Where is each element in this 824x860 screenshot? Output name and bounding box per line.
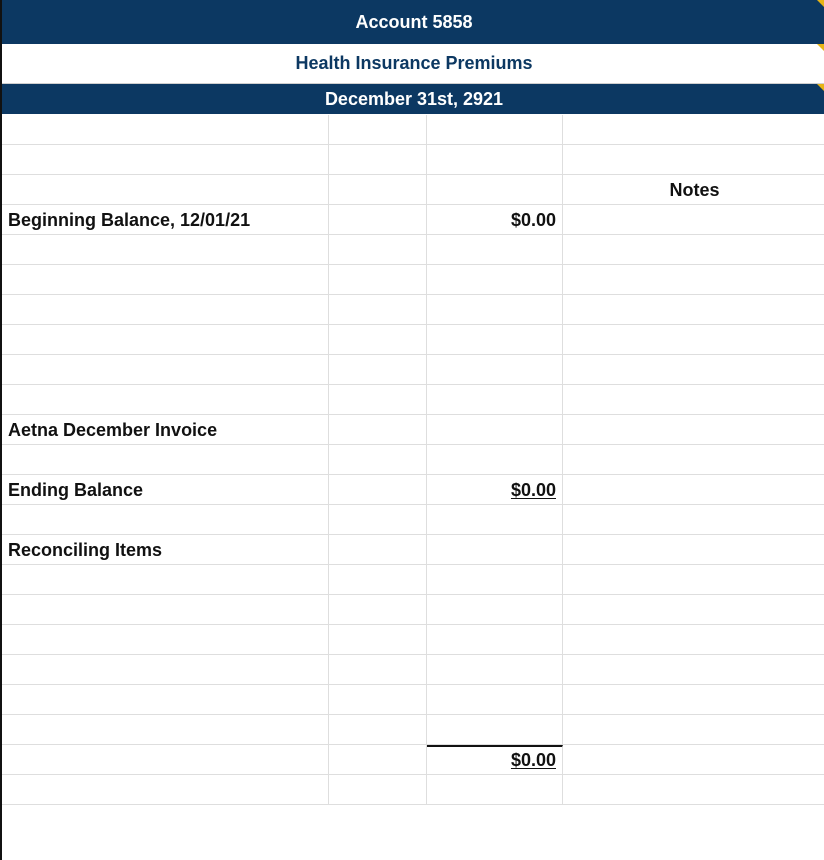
cell[interactable] xyxy=(329,715,427,744)
sheet-row xyxy=(2,175,824,205)
cell[interactable] xyxy=(329,685,427,714)
cell[interactable] xyxy=(427,445,563,474)
cell[interactable] xyxy=(2,625,329,654)
cell[interactable] xyxy=(2,415,329,444)
cell[interactable] xyxy=(2,715,329,744)
cell[interactable] xyxy=(427,655,563,684)
cell[interactable] xyxy=(427,385,563,414)
sheet-row xyxy=(2,145,824,175)
cell[interactable] xyxy=(427,325,563,354)
cell[interactable] xyxy=(427,595,563,624)
cell[interactable] xyxy=(2,355,329,384)
notes-header-cell[interactable] xyxy=(563,175,824,204)
cell[interactable] xyxy=(427,265,563,294)
cell[interactable] xyxy=(427,685,563,714)
cell[interactable] xyxy=(329,595,427,624)
account-number: Account 5858 xyxy=(355,11,473,32)
cell[interactable] xyxy=(329,625,427,654)
cell[interactable] xyxy=(563,445,824,474)
cell[interactable] xyxy=(329,535,427,564)
cell[interactable] xyxy=(427,505,563,534)
aetna-invoice-label: Aetna December Invoice xyxy=(8,420,218,440)
cell[interactable] xyxy=(563,325,824,354)
cell[interactable] xyxy=(329,475,427,504)
sheet-row xyxy=(2,655,824,685)
cell[interactable] xyxy=(2,325,329,354)
cell[interactable] xyxy=(329,145,427,174)
cell[interactable] xyxy=(563,145,824,174)
sheet-row xyxy=(2,625,824,655)
cell[interactable] xyxy=(2,775,329,804)
sheet-row-aetna-invoice xyxy=(2,415,824,445)
sheet-row-ending-balance xyxy=(2,475,824,505)
ending-balance-label: Ending Balance xyxy=(8,480,144,500)
cell[interactable] xyxy=(2,175,329,204)
cell[interactable] xyxy=(2,565,329,594)
cell[interactable] xyxy=(427,355,563,384)
cell[interactable] xyxy=(427,145,563,174)
cell[interactable] xyxy=(427,235,563,264)
date-header[interactable] xyxy=(2,84,824,114)
sheet-row-total xyxy=(2,745,824,775)
cell[interactable] xyxy=(563,115,824,144)
cell[interactable] xyxy=(2,535,329,564)
cell[interactable] xyxy=(563,265,824,294)
sheet-row xyxy=(2,505,824,535)
cell[interactable] xyxy=(427,535,563,564)
cell[interactable] xyxy=(2,235,329,264)
cell[interactable] xyxy=(329,295,427,324)
cell[interactable] xyxy=(2,295,329,324)
cell[interactable] xyxy=(563,385,824,414)
sheet-row xyxy=(2,715,824,745)
sheet-row xyxy=(2,235,824,265)
cell[interactable] xyxy=(427,775,563,804)
reconciling-items-label: Reconciling Items xyxy=(8,540,163,560)
cell[interactable] xyxy=(329,115,427,144)
cell[interactable] xyxy=(427,295,563,324)
cell[interactable] xyxy=(427,175,563,204)
cell[interactable] xyxy=(563,595,824,624)
cell[interactable] xyxy=(427,625,563,654)
cell[interactable] xyxy=(2,205,329,234)
cell[interactable] xyxy=(563,235,824,264)
sheet-row xyxy=(2,775,824,805)
cell[interactable] xyxy=(427,565,563,594)
cell[interactable] xyxy=(427,115,563,144)
cell[interactable] xyxy=(329,205,427,234)
cell[interactable] xyxy=(329,775,427,804)
title-header[interactable] xyxy=(2,44,824,84)
sheet-row xyxy=(2,595,824,625)
cell[interactable] xyxy=(329,325,427,354)
cell[interactable] xyxy=(563,415,824,444)
cell[interactable] xyxy=(2,145,329,174)
sheet-row xyxy=(2,565,824,595)
sheet-row xyxy=(2,445,824,475)
cell[interactable] xyxy=(427,715,563,744)
reconciled-total-amount: $0.00 xyxy=(510,750,556,770)
cell[interactable] xyxy=(329,355,427,384)
cell[interactable] xyxy=(329,385,427,414)
sheet-row xyxy=(2,385,824,415)
sheet-row xyxy=(2,265,824,295)
cell[interactable] xyxy=(563,205,824,234)
cell[interactable] xyxy=(2,265,329,294)
cell[interactable] xyxy=(563,715,824,744)
cell[interactable] xyxy=(563,505,824,534)
cell-grid xyxy=(2,115,824,805)
cell[interactable] xyxy=(2,745,329,774)
cell[interactable] xyxy=(2,655,329,684)
comment-marker-icon[interactable] xyxy=(817,0,824,7)
cell[interactable] xyxy=(329,445,427,474)
notes-column-label: Notes xyxy=(669,180,720,200)
cell[interactable] xyxy=(563,775,824,804)
sheet-row-beginning-balance xyxy=(2,205,824,235)
cell[interactable] xyxy=(427,745,563,774)
cell[interactable] xyxy=(2,445,329,474)
cell[interactable] xyxy=(329,235,427,264)
account-title: Health Insurance Premiums xyxy=(295,53,533,73)
beginning-balance-amount: $0.00 xyxy=(510,210,556,230)
cell[interactable] xyxy=(329,565,427,594)
cell[interactable] xyxy=(563,745,824,774)
cell[interactable] xyxy=(2,685,329,714)
cell[interactable] xyxy=(427,475,563,504)
cell[interactable] xyxy=(2,115,329,144)
cell[interactable] xyxy=(329,415,427,444)
cell[interactable] xyxy=(563,475,824,504)
ending-balance-amount: $0.00 xyxy=(510,480,556,500)
report-date: December 31st, 2921 xyxy=(324,88,504,109)
sheet-row xyxy=(2,325,824,355)
cell[interactable] xyxy=(329,175,427,204)
cell[interactable] xyxy=(563,295,824,324)
account-header[interactable] xyxy=(2,0,824,44)
cell[interactable] xyxy=(329,265,427,294)
cell[interactable] xyxy=(427,205,563,234)
comment-marker-icon[interactable] xyxy=(817,44,824,51)
cell[interactable] xyxy=(2,385,329,414)
sheet-row xyxy=(2,295,824,325)
beginning-balance-label: Beginning Balance, 12/01/21 xyxy=(8,210,251,230)
cell[interactable] xyxy=(329,655,427,684)
sheet-row-reconciling-items xyxy=(2,535,824,565)
cell[interactable] xyxy=(2,505,329,534)
cell[interactable] xyxy=(2,595,329,624)
cell[interactable] xyxy=(563,535,824,564)
sheet-row xyxy=(2,115,824,145)
cell[interactable] xyxy=(329,745,427,774)
sheet-row xyxy=(2,685,824,715)
comment-marker-icon[interactable] xyxy=(817,84,824,91)
cell[interactable] xyxy=(2,475,329,504)
cell[interactable] xyxy=(563,355,824,384)
cell[interactable] xyxy=(563,625,824,654)
cell[interactable] xyxy=(563,685,824,714)
cell[interactable] xyxy=(563,565,824,594)
cell[interactable] xyxy=(329,505,427,534)
sheet-row xyxy=(2,355,824,385)
cell[interactable] xyxy=(563,655,824,684)
cell[interactable] xyxy=(427,415,563,444)
